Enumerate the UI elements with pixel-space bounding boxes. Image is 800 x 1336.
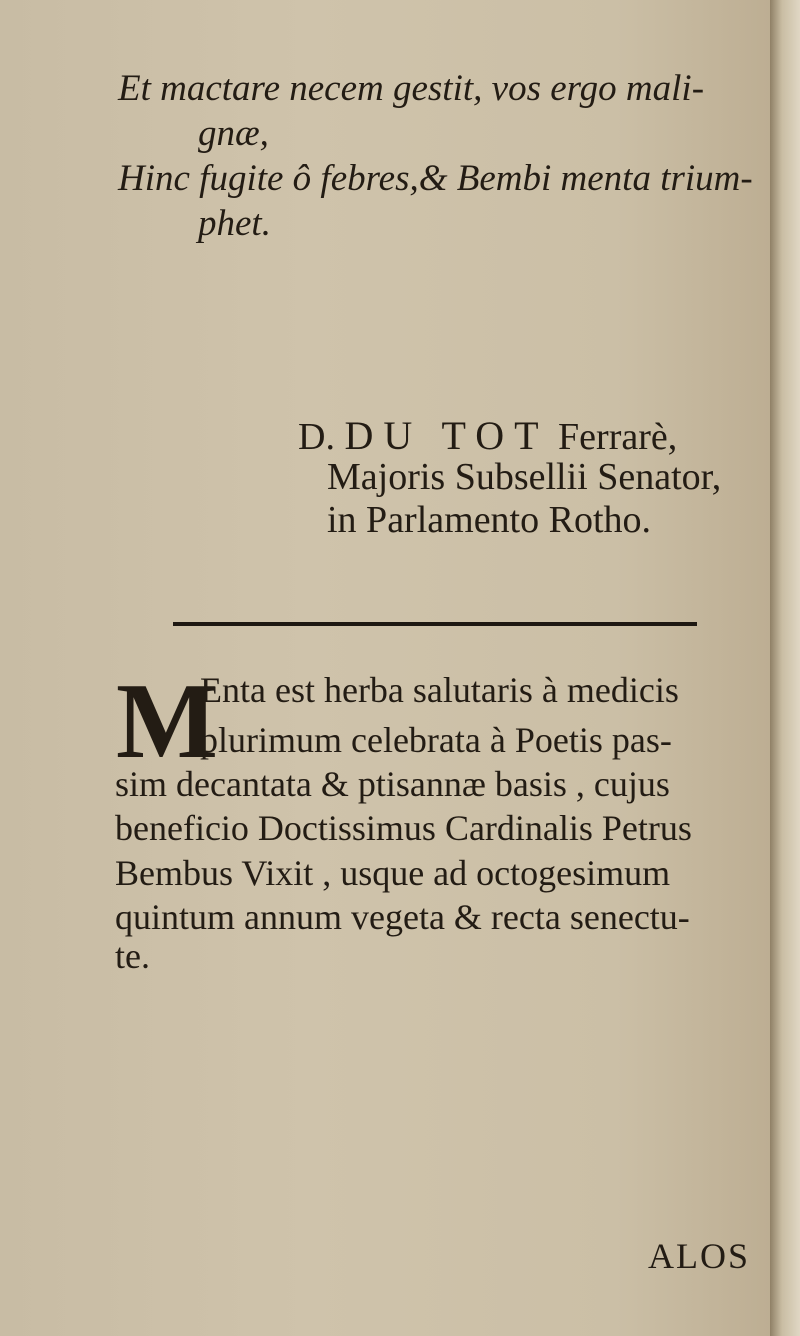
page-edge [770,0,800,1336]
paragraph-line-2: plurimum celebrata à Poetis pas- [200,720,672,760]
verse-line-3: Hinc fugite ô febres,& Bembi menta trium- [118,158,753,199]
attribution-line-1 [298,413,678,458]
catchword: ALOS [648,1236,751,1276]
paragraph-line-3: sim decantata & ptisannæ basis , cujus [115,764,670,804]
paragraph-line-4: beneficio Doctissimus Cardinalis Petrus [115,808,692,848]
paragraph-line-5: Bembus Vixit , usque ad octogesimum [115,853,671,893]
paragraph-line-1: Enta est herba salutaris à medicis [200,670,679,710]
attribution-line-2: Majoris Subsellii Senator, [327,456,722,498]
author-place: Ferrarè, [558,416,678,458]
attribution-line-3: in Parlamento Rotho. [327,499,652,541]
paragraph-line-6: quintum annum vegeta & recta senectu- [115,897,690,937]
section-rule [173,622,697,626]
drop-cap-initial: M [116,662,218,781]
verse-line-4: phet. [198,203,271,244]
paragraph-line-7: te. [115,936,150,976]
author-name: DU TOT [344,413,549,458]
author-prefix: D. [298,416,335,458]
verse-line-1: Et mactare necem gestit, vos ergo mali- [118,68,705,109]
verse-line-2: gnæ, [198,113,269,154]
